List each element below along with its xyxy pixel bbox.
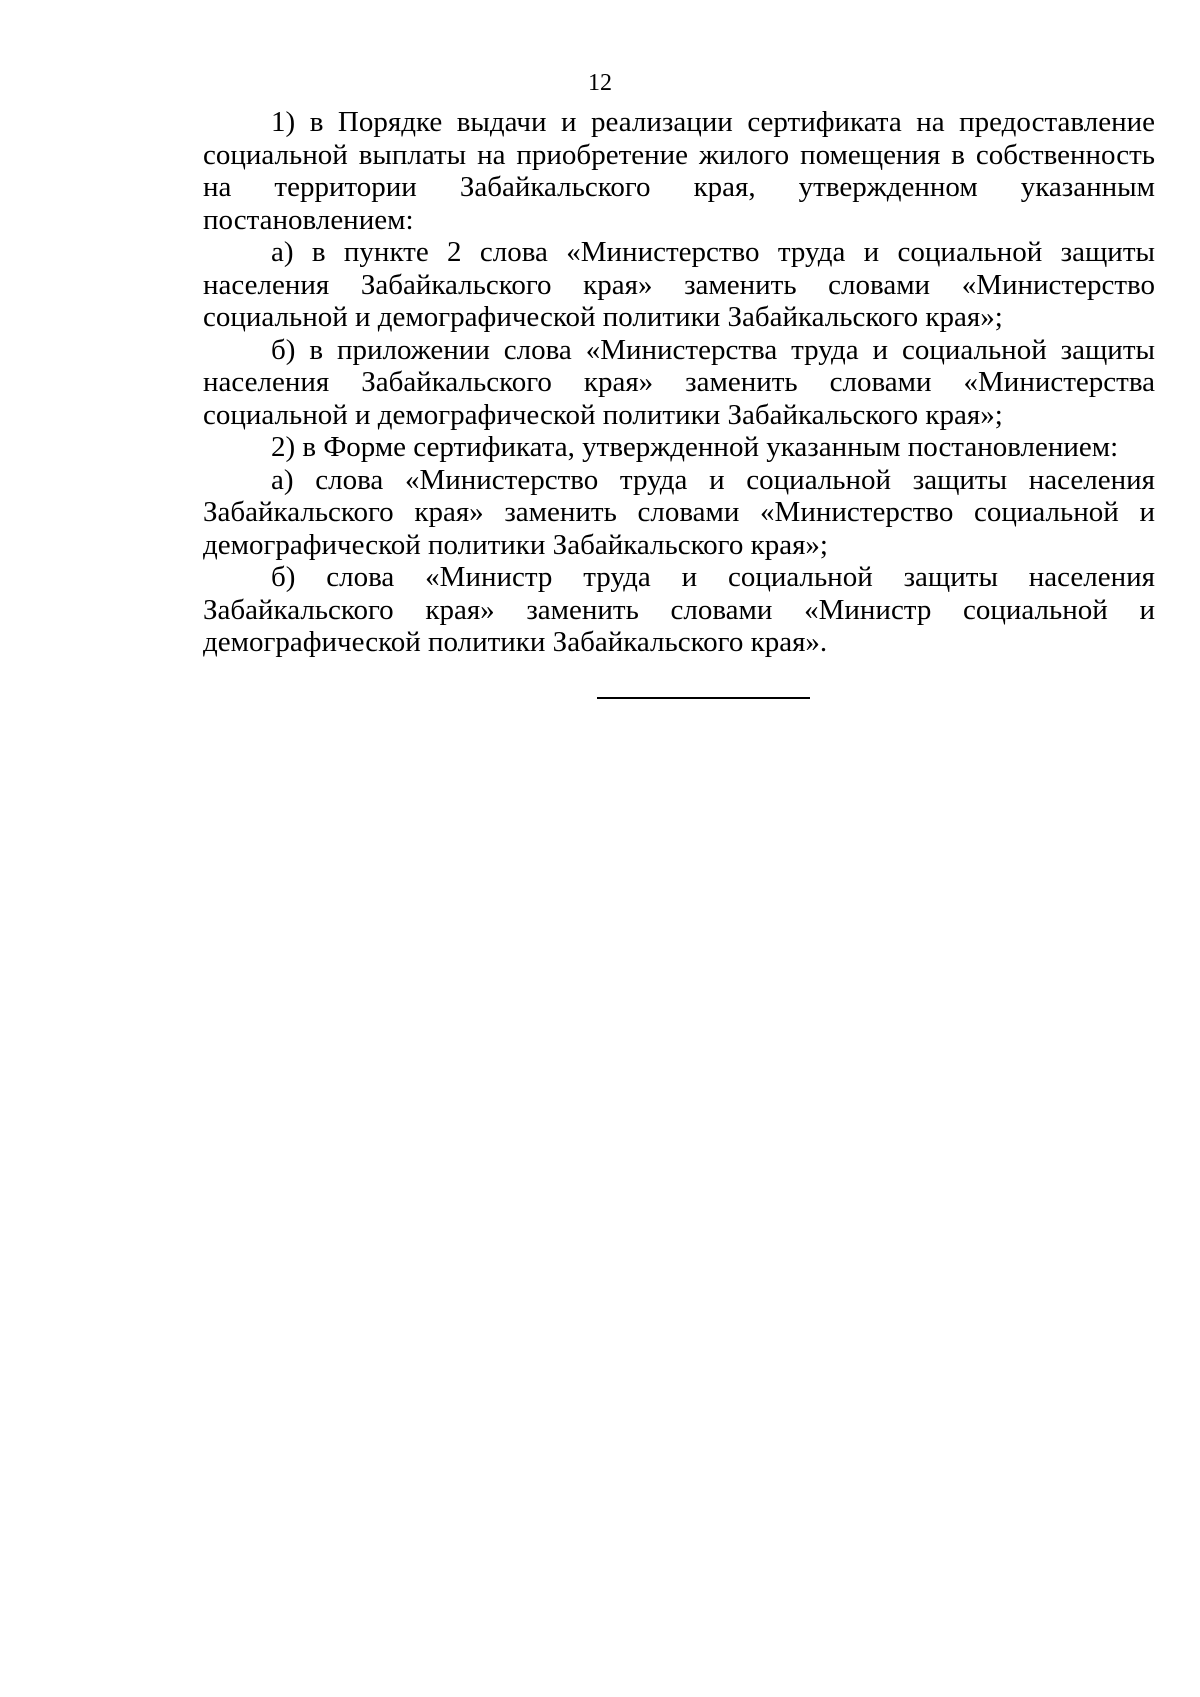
paragraph-item-2a: а) слова «Министерство труда и социальной защиты населения Забайкальского края» заменить словами «Министерство социальной и демографической политики Забайкальского края»; — [203, 463, 1155, 561]
document-body — [203, 106, 1155, 659]
paragraph-item-1b: б) в приложении слова «Министерства труда и социальной защиты населения Забайкальского края» заменить словами «Министерства социальной и демографической политики Забайкальского края»; — [203, 333, 1155, 431]
paragraph-item-1a: а) в пункте 2 слова «Министерство труда и социальной защиты населения Забайкальского края» заменить словами «Министерство социальной и демографической политики Забайкальского края»; — [203, 236, 1155, 333]
paragraph-item-2-form: 2) в Форме сертификата, утвержденной указанным постановлением: — [271, 431, 1119, 463]
page-number: 12 — [588, 70, 612, 96]
paragraph-item-2b: б) слова «Министр труда и социальной защиты населения Забайкальского края» заменить словами «Министр социальной и демографической политики Забайкальского края». — [203, 561, 1155, 658]
end-of-text-rule — [597, 697, 810, 699]
paragraph-item-1-order: 1) в Порядке выдачи и реализации сертификата на предоставление социальной выплаты на приобретение жилого помещения в собственность на территории Забайкальского края, утвержденном указанным постановлением: — [203, 106, 1155, 236]
